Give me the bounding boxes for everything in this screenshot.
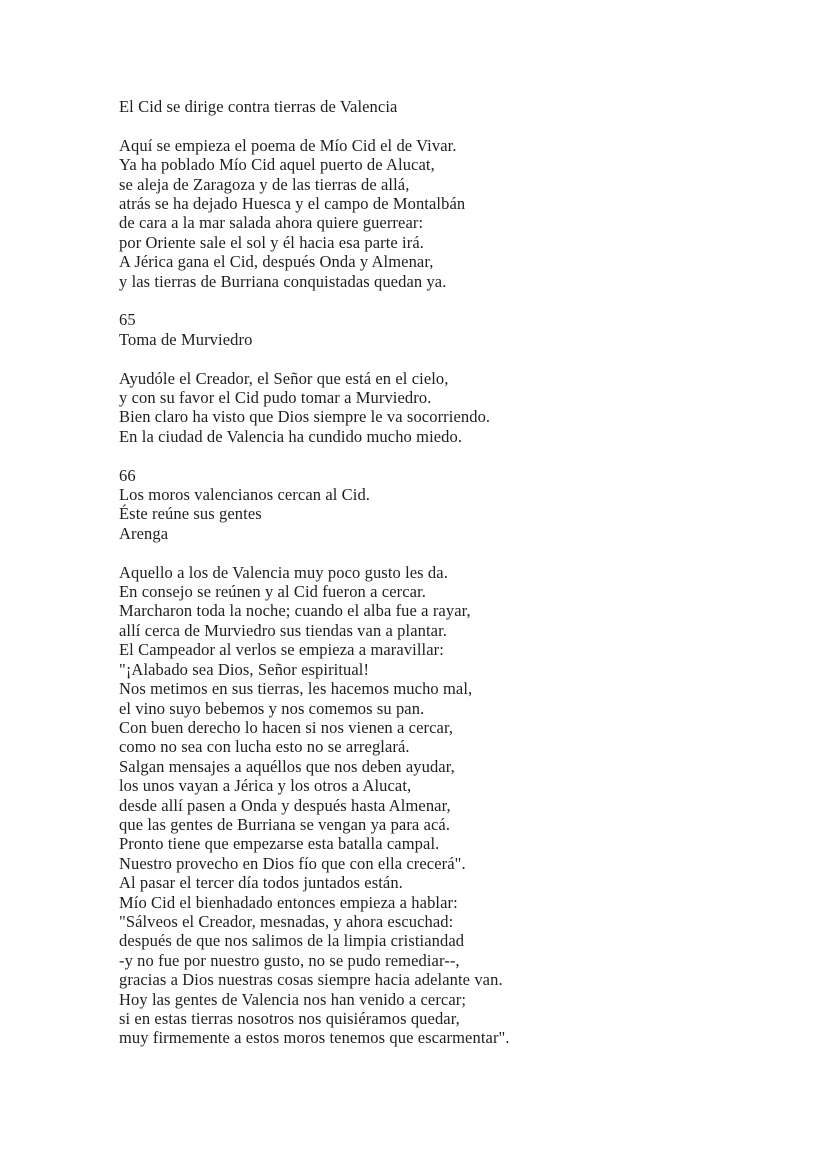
poem-line: "Sálveos el Creador, mesnadas, y ahora escuchad: [119, 911, 454, 931]
poem-line: el vino suyo bebemos y nos comemos su pan. [119, 698, 425, 718]
poem-line: y las tierras de Burriana conquistadas quedan ya. [119, 271, 447, 291]
poem-line: Aquí se empieza el poema de Mío Cid el de Vivar. [119, 135, 457, 155]
poem-line: de cara a la mar salada ahora quiere guerrear: [119, 213, 424, 233]
poem-line: y con su favor el Cid pudo tomar a Murviedro. [119, 388, 432, 408]
poem-line: El Campeador al verlos se empieza a maravillar: [119, 640, 444, 660]
poem-line: Arenga [119, 523, 169, 543]
section-65-header [119, 310, 788, 349]
poem-line: Hoy las gentes de Valencia nos han venido a cercar; [119, 989, 467, 1009]
poem-line: En la ciudad de Valencia ha cundido mucho miedo. [119, 426, 463, 446]
poem-line: por Oriente sale el sol y él hacia esa parte irá. [119, 232, 424, 252]
poem-line: después de que nos salimos de la limpia cristiandad [119, 931, 465, 951]
poem-line: Salgan mensajes a aquéllos que nos deben ayudar, [119, 756, 455, 776]
poem-line: desde allí pasen a Onda y después hasta Almenar, [119, 795, 451, 815]
poem-line: Pronto tiene que empezarse esta batalla campal. [119, 834, 440, 854]
poem-line: Ayudóle el Creador, el Señor que está en el cielo, [119, 368, 449, 388]
poem-line: Al pasar el tercer día todos juntados están. [119, 873, 403, 893]
poem-line: -y no fue por nuestro gusto, no se pudo remediar--, [119, 950, 460, 970]
poem-line: Ya ha poblado Mío Cid aquel puerto de Alucat, [119, 155, 435, 175]
poem-line: En consejo se reúnen y al Cid fueron a cercar. [119, 582, 426, 602]
poem-line: como no sea con lucha esto no se arreglará. [119, 737, 410, 757]
poem-line: Con buen derecho lo hacen si nos vienen a cercar, [119, 717, 454, 737]
stanza-opening [119, 136, 788, 291]
poem-line: Marcharon toda la noche; cuando el alba fue a rayar, [119, 601, 471, 621]
stanza-65 [119, 369, 788, 447]
poem-line: Nuestro provecho en Dios fío que con ella crecerá". [119, 853, 466, 873]
poem-line: que las gentes de Burriana se vengan ya para acá. [119, 814, 451, 834]
poem-line: 65 [119, 310, 136, 330]
poem-line: 66 [119, 465, 136, 485]
heading [119, 97, 788, 116]
poem-line: El Cid se dirige contra tierras de Valencia [119, 97, 398, 116]
stanza-66 [119, 563, 788, 1048]
poem-line: atrás se ha dejado Huesca y el campo de Montalbán [119, 194, 466, 214]
section-66-header [119, 466, 788, 544]
poem-line: Toma de Murviedro [119, 329, 253, 349]
poem-line: "¡Alabado sea Dios, Señor espiritual! [119, 659, 370, 679]
poem-line: Los moros valencianos cercan al Cid. [119, 485, 371, 505]
poem-line: Aquello a los de Valencia muy poco gusto les da. [119, 562, 448, 582]
poem-line: Nos metimos en sus tierras, les hacemos mucho mal, [119, 679, 473, 699]
poem-line: Mío Cid el bienhadado entonces empieza a hablar: [119, 892, 458, 912]
poem-line: gracias a Dios nuestras cosas siempre hacia adelante van. [119, 970, 503, 990]
poem-line: A Jérica gana el Cid, después Onda y Almenar, [119, 252, 434, 272]
poem-line: muy firmemente a estos moros tenemos que escarmentar". [119, 1028, 510, 1048]
poem-line: Bien claro ha visto que Dios siempre le va socorriendo. [119, 407, 491, 427]
poem-line: Éste reúne sus gentes [119, 504, 262, 524]
poem-line: si en estas tierras nosotros nos quisiéramos quedar, [119, 1009, 460, 1029]
poem-line: los unos vayan a Jérica y los otros a Alucat, [119, 776, 412, 796]
poem-line: allí cerca de Murviedro sus tiendas van a plantar. [119, 620, 448, 640]
poem-line: se aleja de Zaragoza y de las tierras de allá, [119, 174, 410, 194]
